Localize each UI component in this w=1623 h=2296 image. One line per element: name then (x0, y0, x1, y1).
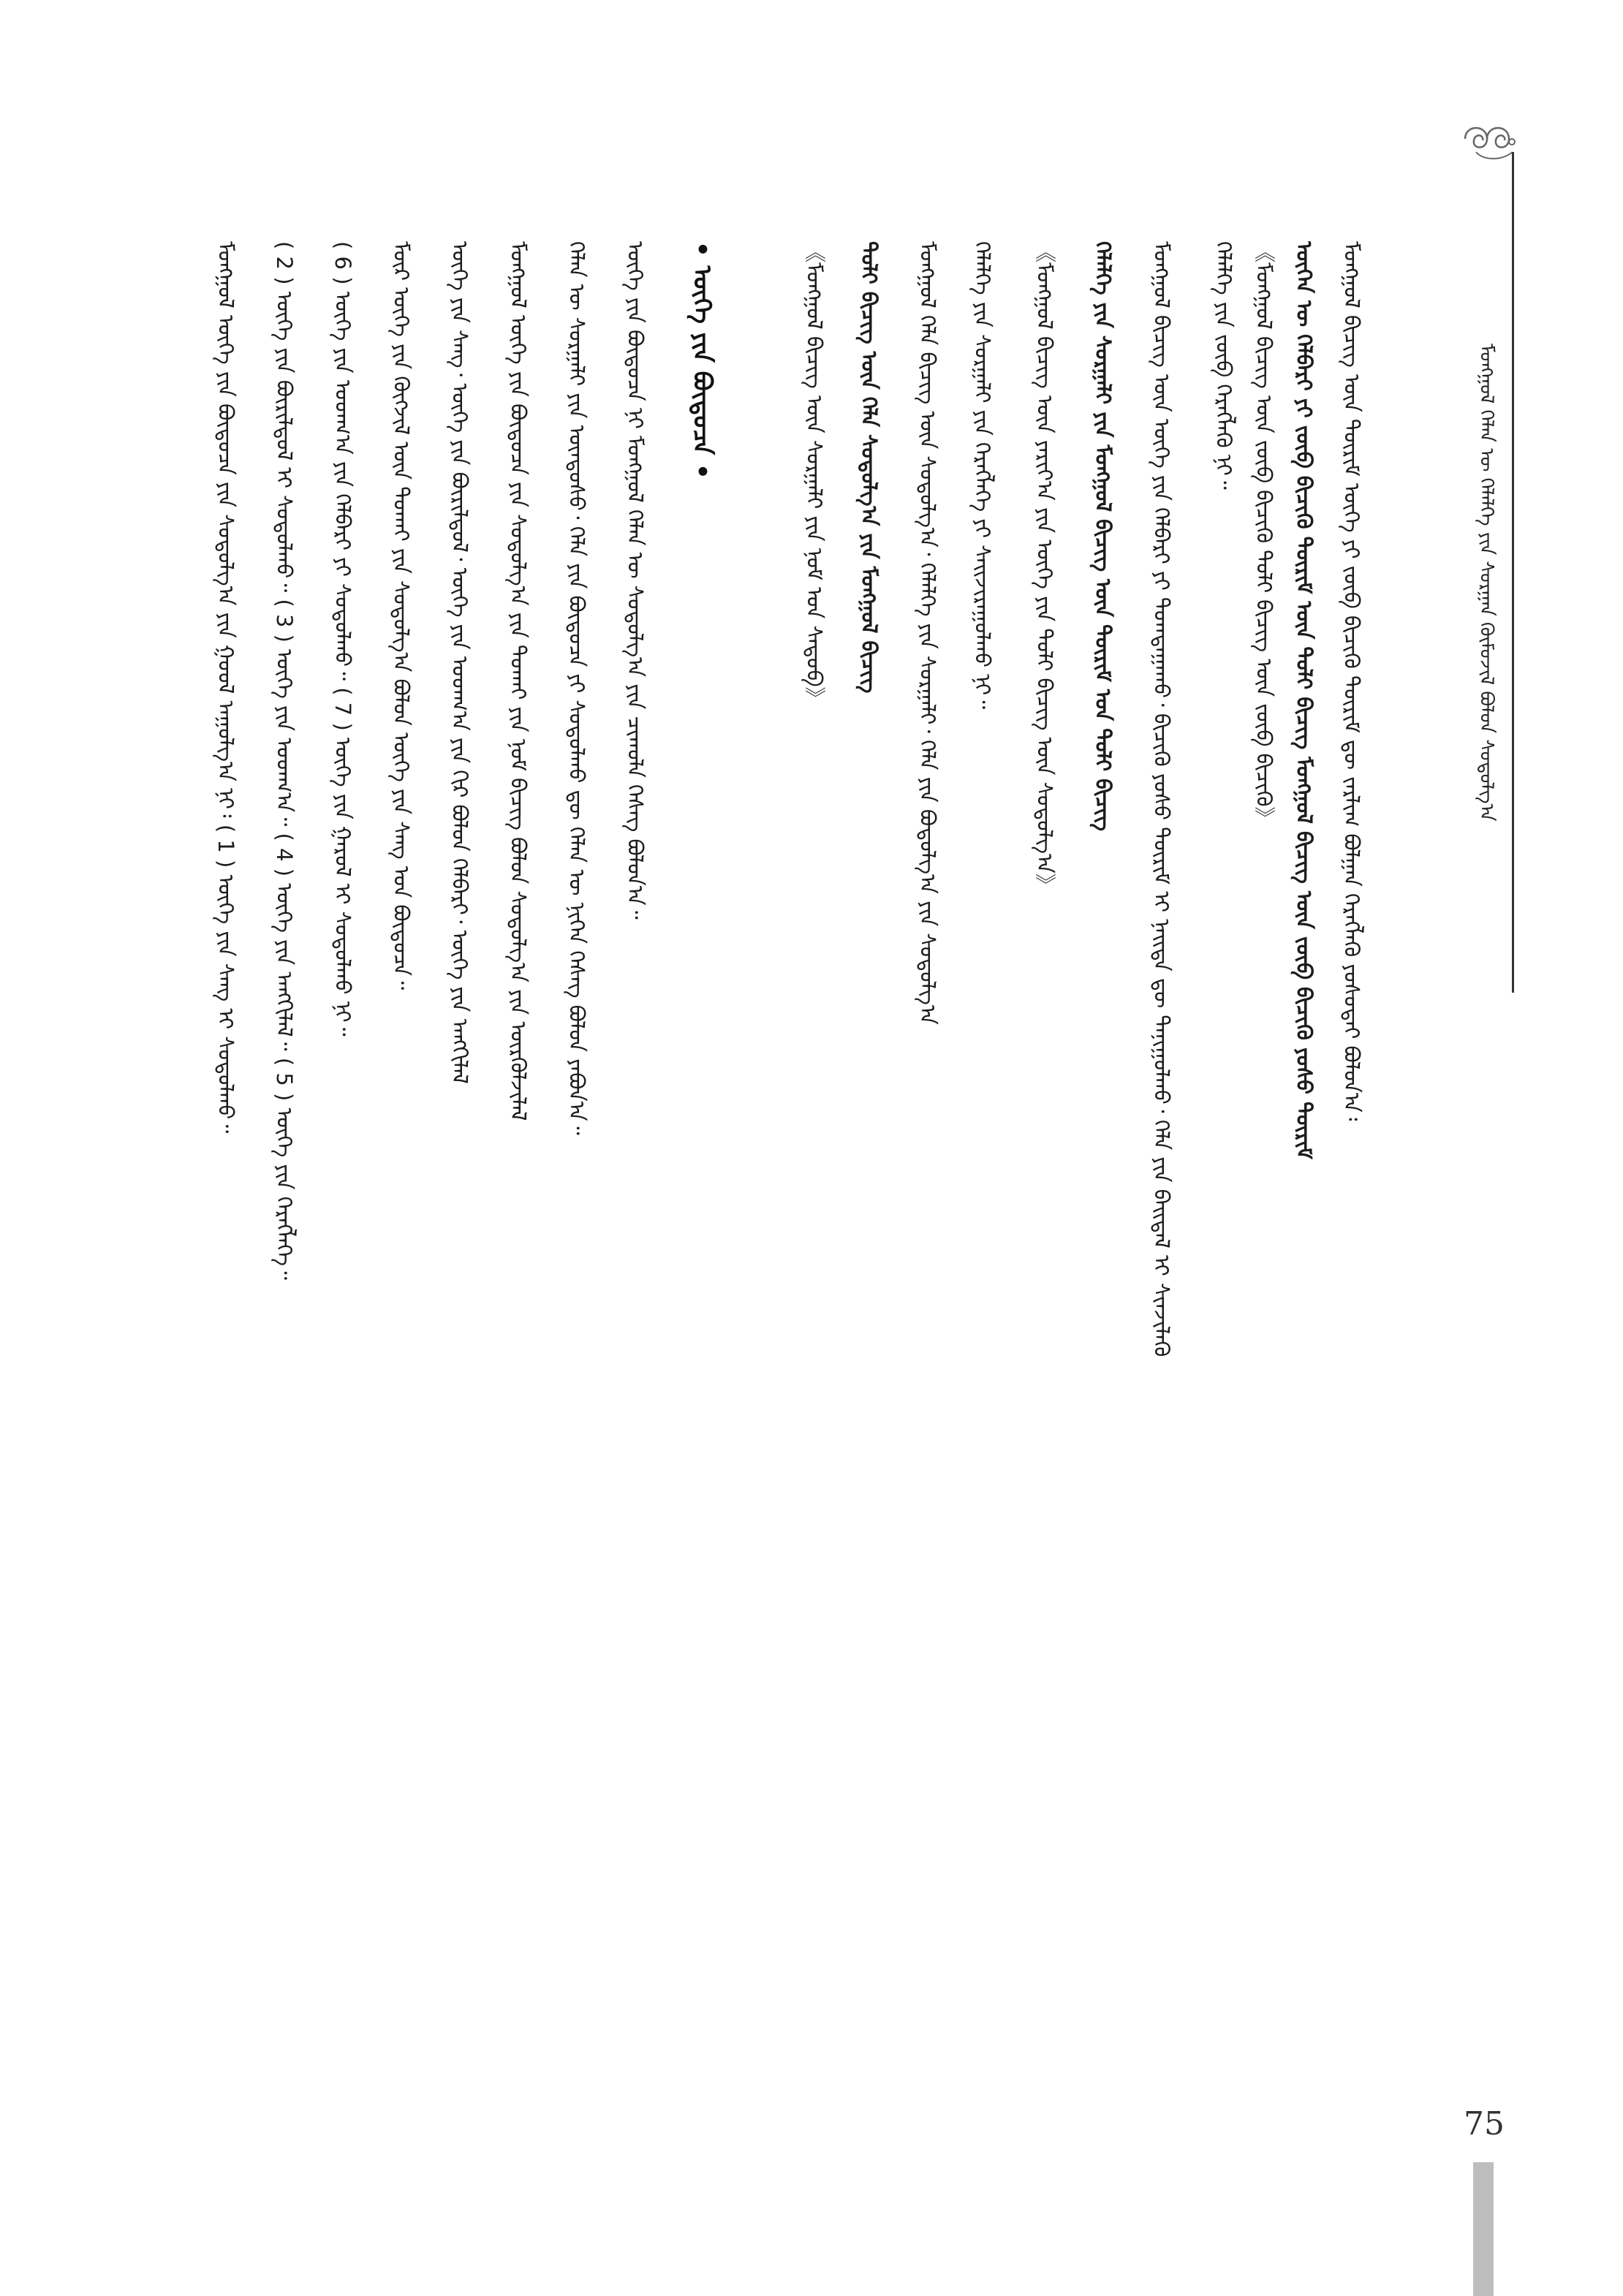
text-column-2: ᠦᠭᠡᠨ ᠦ ᠬᠡᠯᠪᠡᠷᠢ ᠶᠢ ᠵᠥᠪ ᠪᠢᠴᠢᠬᠦ ᠳᠦᠷᠢᠮ ᠦᠨ ᠲᠣᠯᠢ ᠪᠢᠴᠢᠭ ᠮᠣᠩᠭᠣᠯ ᠪᠢᠴᠢᠭ ᠦᠨ ᠵᠥᠪ ᠪᠢᠴᠢᠬᠦ ᠶᠣᠰᠣ ᠳᠦᠷᠢᠮ (1292, 241, 1317, 1159)
page-edge-tab (1473, 2162, 1494, 2296)
text-column-1: ᠮᠣᠩᠭᠣᠯ ᠪᠢᠴᠢᠭ ᠦᠨ ᠳᠦᠷᠢᠮ ᠦᠭᠡ ᠶᠢ ᠵᠥᠪ ᠪᠢᠴᠢᠬᠦ ᠳᠦᠷᠢᠮ ᠳᠦ ᠵᠠᠷᠯᠢᠭ ᠪᠣᠯᠭᠠᠨ ᠬᠡᠷᠡᠭᠯᠡᠬᠦ ᠶᠣᠰᠣᠲᠠᠢ ᠪᠣᠯᠤᠨ᠎ᠠ᠄ (1339, 241, 1364, 1121)
text-column-13: ᠬᠡᠯᠡᠨ ᠦ ᠰᠤᠷᠭᠠᠯᠢ ᠶᠢᠨ ᠦᠨᠳᠦᠰᠦ᠂ ᠬᠡᠯᠡ ᠶᠢᠨ ᠪᠦᠲᠦᠴᠡ ᠶᠢ ᠰᠤᠳᠤᠯᠬᠤ ᠳᠦ ᠬᠡᠯᠡᠨ ᠦ ᠨᠢᠭᠡᠨ ᠬᠡᠰᠡᠭ ᠪᠣᠯᠤᠨ ᠶᠠᠪᠤᠨ᠎ᠠ᠃ (564, 241, 589, 1135)
section-heading: • ᠦᠭᠡ ᠶᠢᠨ ᠪᠦᠲᠦᠴᠡ • (687, 241, 716, 480)
text-column-3: 《ᠮᠣᠩᠭᠣᠯ ᠪᠢᠴᠢᠭ ᠦᠨ ᠵᠥᠪ ᠪᠢᠴᠢᠬᠦ ᠲᠣᠯᠢ ᠪᠢᠴᠢᠭ ᠦᠨ ᠵᠥᠪ ᠪᠢᠴᠢᠬᠦ》 (1252, 241, 1276, 828)
text-column-14: ᠮᠣᠩᠭᠣᠯ ᠦᠭᠡ ᠶᠢᠨ ᠪᠦᠲᠦᠴᠡ ᠶᠢᠨ ᠰᠤᠳᠤᠯᠭ᠎ᠠ ᠶᠢᠨ ᠲᠤᠬᠠᠢ ᠶᠢᠨ ᠨᠣᠮ ᠪᠢᠴᠢᠭ ᠪᠣᠯᠤᠨ ᠰᠤᠳᠤᠯᠭ᠎ᠠ ᠶᠢᠨ ᠦᠷᠭᠦᠯᠵᠢᠯᠡᠯ (506, 241, 531, 1121)
running-header: ᠮᠣᠩᠭᠣᠯ ᠬᠡᠯᠡᠨ ᠦ ᠬᠡᠯᠡᠯᠭᠡ ᠶᠢᠨ ᠰᠤᠷᠭᠠᠨ ᠬᠦᠮᠦᠵᠢᠯ ᠪᠣᠯᠤᠨ ᠰᠤᠳᠤᠯᠭ᠎ᠠ (1475, 344, 1497, 822)
text-column-10: ᠲᠣᠯᠢ ᠪᠢᠴᠢᠭ ᠦᠨ ᠬᠡᠯᠡ ᠰᠤᠳᠤᠯᠭ᠎ᠠ ᠶᠢᠨ ᠮᠣᠩᠭᠣᠯ ᠪᠢᠴᠢᠭ (857, 241, 882, 694)
text-column-8: ᠬᠡᠯᠡᠯᠭᠡ ᠶᠢᠨ ᠰᠤᠷᠭᠠᠯᠢ ᠶᠢᠨ ᠬᠡᠷᠡᠭᠯᠡᠭᠡ ᠶᠢ ᠰᠠᠢᠵᠢᠷᠠᠭᠤᠯᠬᠤ ᠨᠢ᠃ (970, 241, 995, 710)
text-column-17: ( 6 ) ᠦᠭᠡ ᠶᠢᠨ ᠤᠳᠬ᠎ᠠ ᠶᠢᠨ ᠬᠡᠯᠪᠡᠷᠢ ᠶᠢ ᠰᠤᠳᠤᠯᠬᠤ᠃ ( 7 ) ᠦᠭᠡ ᠶᠢᠨ ᠭᠠᠷᠤᠯ ᠢ ᠰᠤᠳᠤᠯᠬᠤ ᠨᠢ᠃ (330, 241, 355, 1037)
text-column-6: ᠬᠡᠯᠡᠯᠭᠡ ᠶᠢᠨ ᠰᠤᠷᠭᠠᠯᠢ ᠶᠢᠨ ᠮᠣᠩᠭᠣᠯ ᠪᠢᠴᠢᠭ ᠦᠨ ᠳᠦᠷᠢᠮ ᠤᠨ ᠲᠣᠯᠢ ᠪᠢᠴᠢᠭ (1091, 241, 1116, 831)
text-column-9: ᠮᠣᠩᠭᠣᠯ ᠬᠡᠯᠡ ᠪᠢᠴᠢᠭ ᠦᠨ ᠰᠤᠳᠤᠯᠭ᠎ᠠ᠂ ᠬᠡᠯᠡᠯᠭᠡ ᠶᠢᠨ ᠰᠤᠷᠭᠠᠯᠢ᠂ ᠬᠡᠯᠡ ᠶᠢᠨ ᠪᠣᠳᠣᠯᠭ᠎ᠠ ᠶᠢᠨ ᠰᠤᠳᠤᠯᠭ᠎ᠠ (915, 241, 940, 1025)
text-column-19: ᠮᠣᠩᠭᠣᠯ ᠦᠭᠡ ᠶᠢᠨ ᠪᠦᠲᠦᠴᠡ ᠶᠢᠨ ᠰᠤᠳᠤᠯᠭ᠎ᠠ ᠶᠢᠨ ᠭᠣᠣᠯ ᠠᠭᠤᠯᠭ᠎ᠠ ᠨᠢ᠄ ( 1 ) ᠦᠭᠡ ᠶᠢᠨ ᠰᠠᠩ ᠢ ᠰᠤᠳᠤᠯᠬᠤ᠃ (213, 241, 238, 1134)
text-column-5: ᠮᠣᠩᠭᠣᠯ ᠪᠢᠴᠢᠭ ᠦᠨ ᠦᠭᠡ ᠶᠢᠨ ᠬᠡᠯᠪᠡᠷᠢ ᠶᠢ ᠲᠣᠭᠲᠠᠭᠠᠬᠤ᠂ ᠪᠢᠴᠢᠬᠦ ᠶᠣᠰᠣ ᠳᠦᠷᠢᠮ ᠢ ᠨᠡᠢᠲᠡ ᠳᠦ ᠲᠠᠨᠢᠭᠤᠯᠬᠤ᠂ ᠬᠡᠯᠡ ᠶᠢᠨ ᠪᠠᠢᠳᠠᠯ ᠢ ᠰᠢᠨᠵᠢᠯᠡᠬᠦ (1149, 241, 1174, 1357)
text-column-4: ᠬᠡᠯᠡᠯᠭᠡ ᠶᠢᠨ ᠵᠥᠪ ᠬᠡᠷᠡᠭᠯᠡᠬᠦ ᠨᠢ᠃ (1211, 241, 1236, 490)
text-column-16: ᠮᠥᠷ ᠦᠭᠡ ᠶᠢᠨ ᠬᠥᠭᠵᠢᠯ ᠦᠨ ᠲᠤᠬᠠᠢ ᠶᠢᠨ ᠰᠤᠳᠤᠯᠭ᠎ᠠ ᠪᠣᠯᠤᠨ ᠦᠭᠡ ᠶᠢᠨ ᠰᠠᠩ ᠤᠨ ᠪᠦᠲᠦᠴᠡ᠃ (389, 241, 414, 990)
text-column-11: 《ᠮᠣᠩᠭᠣᠯ ᠪᠢᠴᠢᠭ ᠦᠨ ᠰᠤᠷᠭᠠᠯᠢ ᠶᠢᠨ ᠨᠣᠮ ᠤᠨ ᠰᠡᠳᠦᠪ》 (802, 241, 827, 708)
text-column-15: ᠦᠭᠡ ᠶᠢᠨ ᠰᠠᠩ᠂ ᠦᠭᠡ ᠶᠢᠨ ᠪᠦᠷᠢᠯᠳᠦᠯ᠂ ᠦᠭᠡ ᠶᠢᠨ ᠤᠳᠬ᠎ᠠ ᠶᠢᠨ ᠬᠢᠷ ᠪᠣᠯᠤᠨ ᠬᠡᠯᠪᠡᠷᠢ᠂ ᠦᠭᠡ ᠶᠢᠨ ᠠᠩᠭᠢᠯᠠᠯ (447, 241, 472, 1084)
text-column-12: ᠦᠭᠡ ᠶᠢᠨ ᠪᠦᠲᠦᠴᠡ ᠨᠢ ᠮᠣᠩᠭᠣᠯ ᠬᠡᠯᠡᠨ ᠦ ᠰᠤᠳᠤᠯᠭ᠎ᠠ ᠶᠢᠨ ᠴᠢᠬᠤᠯᠠ ᠬᠡᠰᠡᠭ ᠪᠣᠯᠤᠨ᠎ᠠ᠃ (623, 241, 648, 920)
text-column-18: ( 2 ) ᠦᠭᠡ ᠶᠢᠨ ᠪᠦᠷᠢᠯᠳᠦᠯ ᠢ ᠰᠤᠳᠤᠯᠬᠤ᠃ ( 3 ) ᠦᠭᠡ ᠶᠢᠨ ᠤᠳᠬ᠎ᠠ᠃ ( 4 ) ᠦᠭᠡ ᠶᠢᠨ ᠠᠩᠭᠢᠯᠠᠯ᠃ ( 5 ) ᠦᠭᠡ ᠶᠢᠨ ᠬᠡᠷᠡᠭᠯᠡᠭᠡ᠃ (272, 241, 297, 1280)
text-column-7: 《ᠮᠣᠩᠭᠣᠯ ᠪᠢᠴᠢᠭ ᠦᠨ ᠶᠠᠷᠢᠶ᠎ᠠ ᠶᠢᠨ ᠦᠭᠡ ᠶᠢᠨ ᠲᠣᠯᠢ ᠪᠢᠴᠢᠭ ᠦᠨ ᠰᠤᠳᠤᠯᠭ᠎ᠠ》 (1032, 241, 1057, 895)
page-number: 75 (1464, 2105, 1505, 2142)
header-rule (1512, 152, 1514, 993)
